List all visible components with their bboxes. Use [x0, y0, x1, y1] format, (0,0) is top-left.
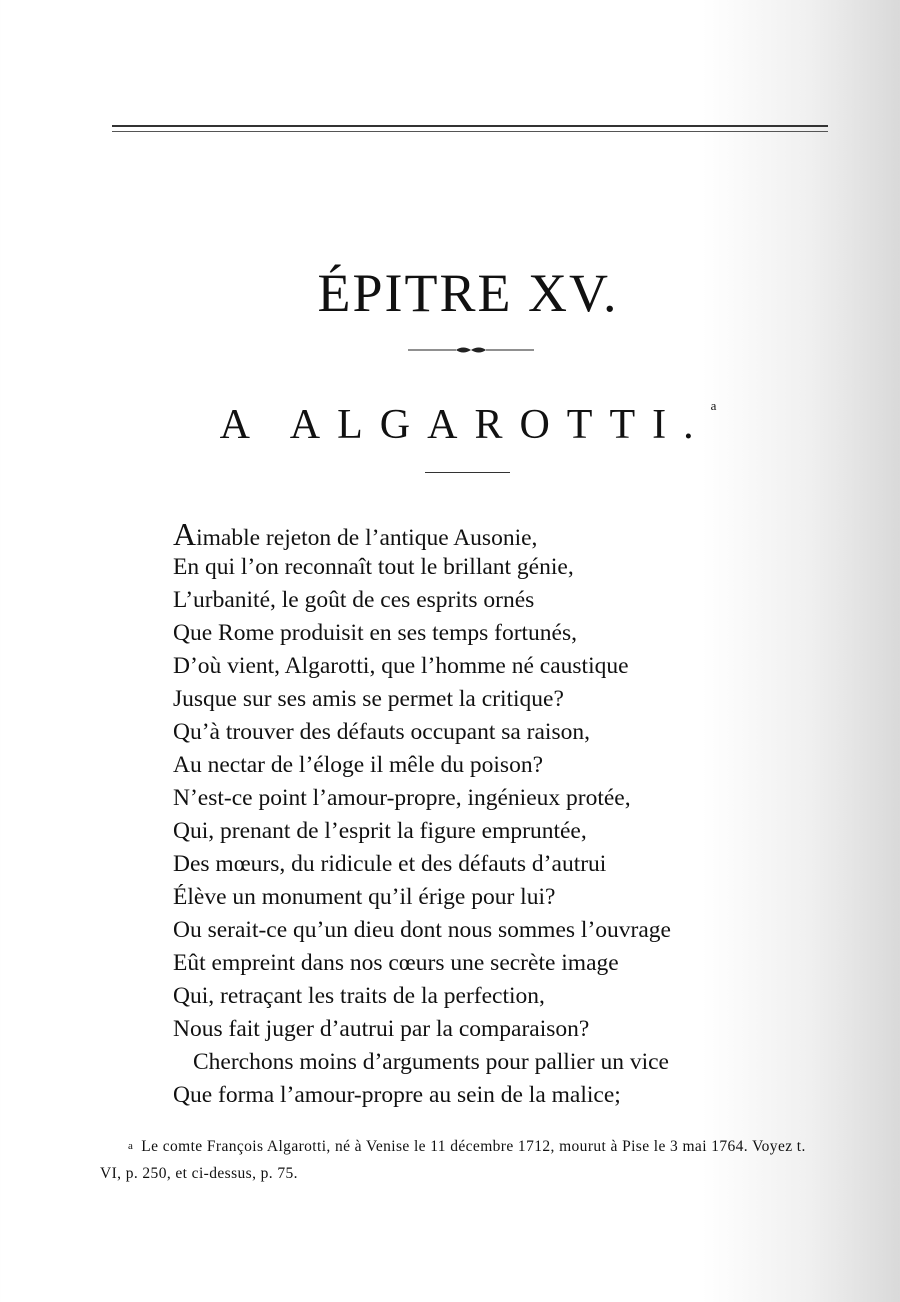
- poem-line: Que forma l’amour-propre au sein de la malice;: [173, 1082, 621, 1108]
- footnote: [100, 1133, 830, 1187]
- poem-line: D’où vient, Algarotti, que l’homme né caustique: [173, 653, 629, 679]
- poem-line: Au nectar de l’éloge il mêle du poison?: [173, 752, 543, 778]
- top-rule-thin: [112, 131, 828, 132]
- poem-line: En qui l’on reconnaît tout le brillant génie,: [173, 554, 574, 580]
- poem-line: Jusque sur ses amis se permet la critique?: [173, 686, 564, 712]
- poem-line: [173, 518, 793, 551]
- poem-line: Élève un monument qu’il érige pour lui?: [173, 884, 556, 910]
- short-divider: [425, 472, 510, 473]
- poem-line: L’urbanité, le goût de ces esprits ornés: [173, 587, 535, 613]
- poem-line-rest: imable rejeton de l’antique Ausonie,: [196, 525, 538, 551]
- dedication-heading: [0, 398, 900, 449]
- dedication-text: A ALGAROTTI.: [219, 402, 711, 448]
- footnote-mark: a: [128, 1140, 134, 1152]
- poem-line: Eût empreint dans nos cœurs une secrète image: [173, 950, 619, 976]
- top-rule: [112, 125, 828, 127]
- ornament-divider: [408, 343, 534, 357]
- poem-line: Que Rome produisit en ses temps fortunés,: [173, 620, 578, 646]
- poem-line: Qui, prenant de l’esprit la figure empruntée,: [173, 818, 587, 844]
- poem-line: Nous fait juger d’autrui par la comparaison?: [173, 1016, 590, 1042]
- footnote-text: Le comte François Algarotti, né à Venise le 11 décembre 1712, mourut à Pise le 3 mai 1764. Voyez t. VI, p. 250, et ci-dessus, p. 75.: [100, 1138, 806, 1182]
- poem-line: Qui, retraçant les traits de la perfection,: [173, 983, 545, 1009]
- poem-line: Ou serait-ce qu’un dieu dont nous sommes l’ouvrage: [173, 917, 671, 943]
- drop-cap: A: [173, 516, 197, 552]
- poem-line: Qu’à trouver des défauts occupant sa raison,: [173, 719, 590, 745]
- poem-body: [173, 518, 793, 1112]
- poem-line: Des mœurs, du ridicule et des défauts d’autrui: [173, 851, 607, 877]
- poem-line: Cherchons moins d’arguments pour pallier un vice: [193, 1049, 669, 1075]
- page-title: ÉPITRE XV.: [317, 263, 619, 323]
- footnote-reference[interactable]: a: [710, 398, 717, 413]
- poem-line: N’est-ce point l’amour-propre, ingénieux protée,: [173, 785, 631, 811]
